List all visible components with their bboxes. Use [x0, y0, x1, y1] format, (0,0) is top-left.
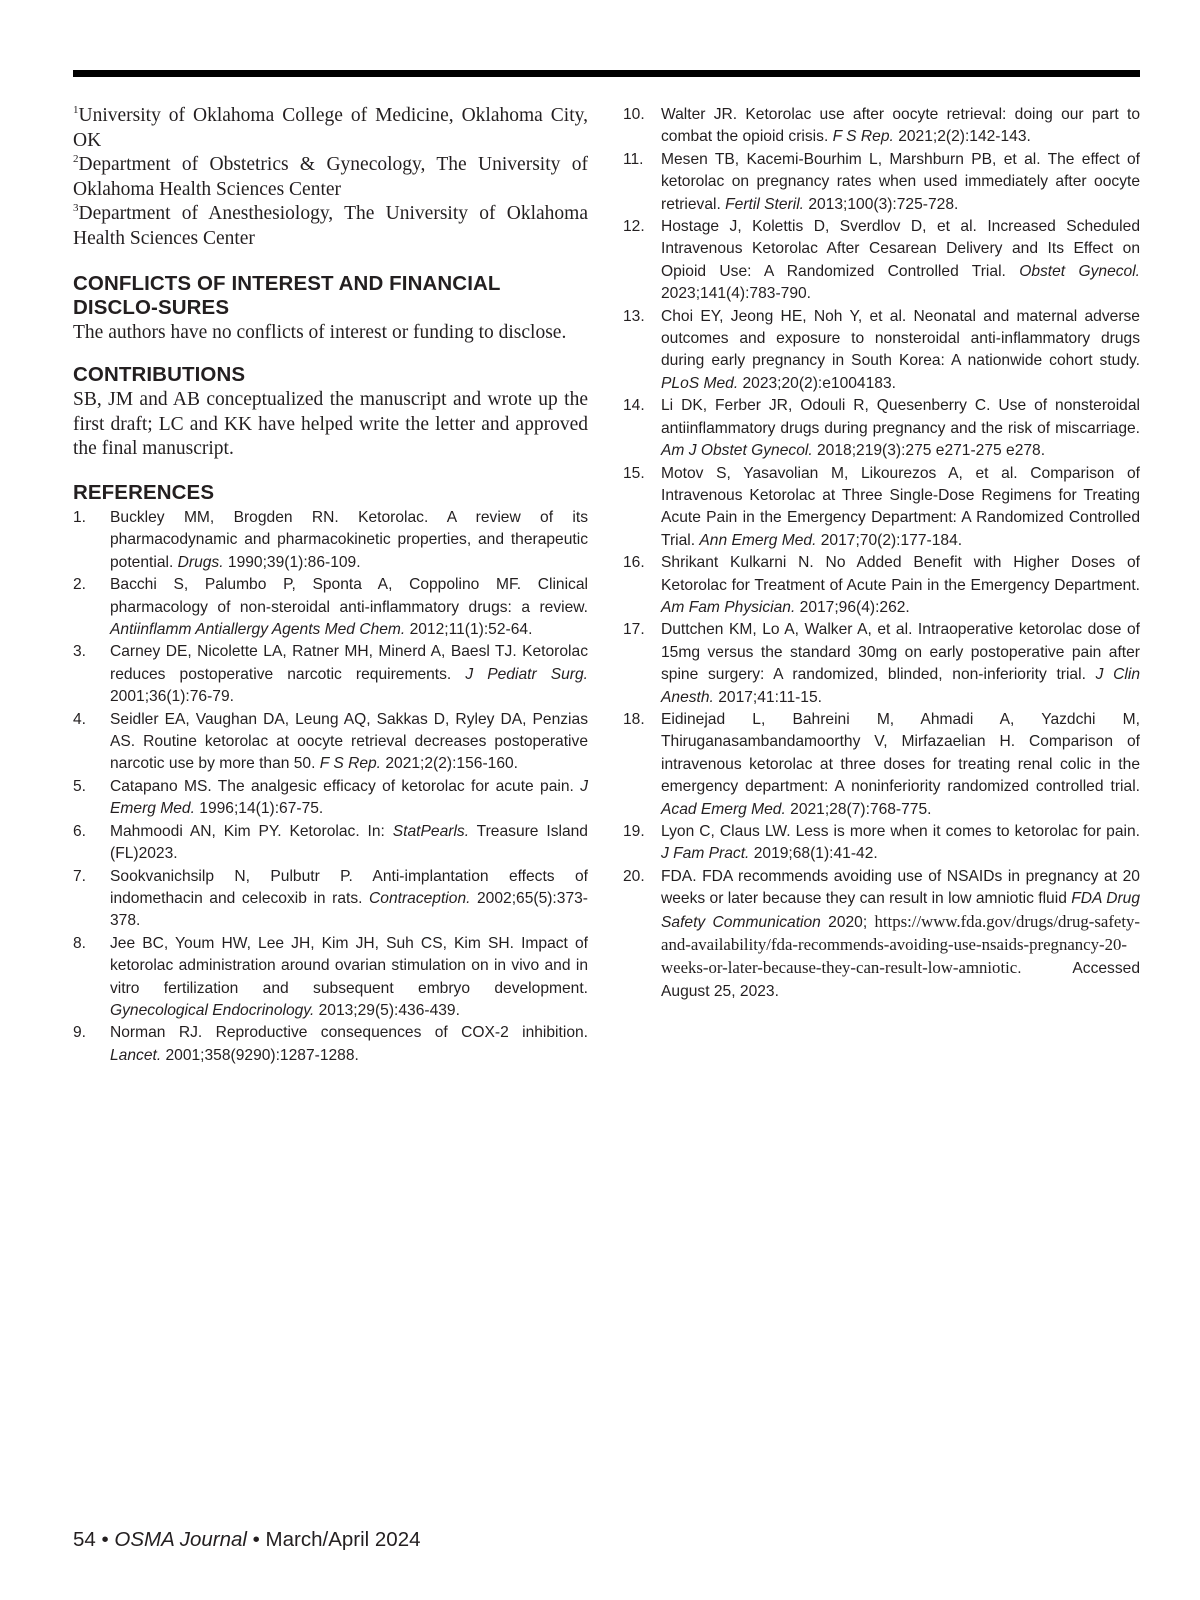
issue-date: March/April 2024	[265, 1528, 421, 1551]
reference-item	[623, 395, 1140, 462]
reference-details: 2019;68(1):41-42.	[749, 845, 878, 863]
reference-text: Carney DE, Nicolette LA, Ratner MH, Minerd A, Baesl TJ. Ketorolac reduces postoperative narcotic requirements.	[110, 643, 588, 683]
references-heading: REFERENCES	[73, 480, 215, 504]
reference-number: 10.	[623, 106, 645, 123]
reference-text: Shrikant Kulkarni N. No Added Benefit with Higher Doses of Ketorolac for Treatment of Acute Pain in the Emergency Department.	[661, 554, 1140, 594]
reference-text: Norman RJ. Reproductive consequences of COX-2 inhibition.	[110, 1024, 588, 1042]
page-footer	[73, 1528, 421, 1552]
contributions-heading: CONTRIBUTIONS	[73, 362, 246, 386]
reference-item	[623, 866, 1140, 1003]
affiliation-item	[73, 202, 588, 251]
affiliation-mark: 1	[73, 104, 79, 116]
reference-item	[73, 866, 588, 933]
reference-url: https://www.fda.gov/drugs/drug-safety-and-availability/fda-recommends-avoiding-use-nsaids-pregnancy-20-weeks-or-later-because-they-can-result-low-amniotic	[661, 911, 1141, 978]
reference-number: 4.	[73, 710, 87, 728]
reference-journal: Contraception.	[369, 889, 471, 907]
reference-text: Choi EY, Jeong HE, Noh Y, et al. Neonatal and maternal adverse outcomes and exposure to nonsteroidal anti-inflammatory drugs during early pregnancy in South Korea: A nationwide cohort study.	[661, 307, 1140, 370]
reference-details: Treasure Island (FL)2023.	[110, 822, 588, 863]
reference-details: 2021;2(2):142-143.	[893, 128, 1031, 146]
reference-journal: Fertil Steril.	[725, 195, 804, 213]
journal-name: OSMA Journal	[114, 1528, 247, 1551]
reference-number: 15.	[623, 464, 645, 482]
reference-journal: Am Fam Physician.	[661, 598, 796, 616]
reference-journal: F S Rep.	[319, 755, 382, 773]
reference-details: 2021;28(7):768-775.	[785, 800, 932, 818]
affiliations	[73, 104, 588, 251]
reference-details: 2012;11(1):52-64.	[405, 621, 533, 639]
affiliation-mark: 3	[73, 202, 79, 214]
reference-item	[623, 149, 1140, 216]
reference-journal: J Fam Pract.	[661, 845, 750, 863]
top-rule	[73, 70, 1140, 77]
affiliation-text: University of Oklahoma College of Medicine, Oklahoma City, OK	[73, 105, 588, 151]
reference-journal: J Emerg Med.	[110, 777, 588, 818]
reference-number: 18.	[623, 710, 645, 728]
reference-details: 2017;70(2):177-184.	[816, 531, 963, 549]
reference-number: 12.	[623, 218, 645, 236]
reference-text: Hostage J, Kolettis D, Sverdlov D, et al. Increased Scheduled Intravenous Ketorolac After Cesarean Delivery and Its Effect on Opioid Use: A Randomized Controlled Trial.	[661, 218, 1140, 280]
reference-details: 2021;2(2):156-160.	[381, 755, 518, 773]
reference-item	[623, 104, 1140, 149]
reference-number: 6.	[73, 822, 87, 840]
reference-text: Sookvanichsilp N, Pulbutr P. Anti-implantation effects of indomethacin and celecoxib in rats.	[110, 867, 588, 907]
reference-number: 3.	[73, 643, 87, 661]
reference-journal: Am J Obstet Gynecol.	[661, 442, 813, 460]
reference-number: 11.	[623, 150, 644, 168]
reference-item	[73, 641, 588, 708]
reference-number: 2.	[73, 576, 87, 594]
reference-details: 2002;65(5):373-378.	[110, 889, 588, 930]
reference-journal: Drugs.	[177, 553, 224, 571]
reference-number: 7.	[73, 867, 87, 885]
reference-journal: J Clin Anesth.	[661, 666, 1140, 706]
reference-item	[623, 216, 1140, 306]
reference-number: 5.	[73, 777, 87, 795]
reference-details: 2017;41:11-15.	[713, 688, 822, 706]
reference-details: 2020;	[820, 913, 875, 931]
reference-text: Walter JR. Ketorolac use after oocyte retrieval: doing our part to combat the opioid crisis.	[661, 106, 1140, 146]
reference-item	[623, 552, 1140, 619]
reference-journal: Antiinflamm Antiallergy Agents Med Chem.	[110, 621, 406, 639]
reference-text: Eidinejad L, Bahreini M, Ahmadi A, Yazdchi M, Thiruganasambandamoorthy V, Mirfazaelian H. Comparison of intravenous ketorolac at three doses for treating renal colic in the emergency department: A noninferiority randomized controlled trial.	[661, 710, 1140, 796]
references-list-right	[623, 104, 1140, 1003]
reference-item	[73, 574, 588, 641]
contributions-text: SB, JM and AB conceptualized the manuscript and wrote up the first draft; LC and KK have helped write the letter and approved the final manuscript.	[73, 389, 588, 459]
page-number: 54	[73, 1528, 96, 1551]
reference-details: 2017;96(4):262.	[795, 598, 910, 616]
reference-details: 2001;36(1):76-79.	[110, 688, 234, 706]
reference-details: 2018;219(3):275 e271-275 e278.	[812, 442, 1046, 460]
reference-item	[73, 776, 588, 821]
reference-number: 8.	[73, 934, 87, 952]
affiliation-item	[73, 104, 588, 153]
reference-item	[73, 709, 588, 776]
reference-journal: Ann Emerg Med.	[699, 531, 817, 549]
reference-journal: F S Rep.	[832, 128, 894, 146]
reference-text: Jee BC, Youm HW, Lee JH, Kim JH, Suh CS, Kim SH. Impact of ketorolac administration around ovarian stimulation on in vivo and in vitro fertilization and subsequent embryo development.	[110, 934, 588, 997]
footer-bullet: •	[252, 1528, 260, 1551]
reference-journal: Gynecological Endocrinology.	[110, 1001, 315, 1019]
reference-details: 1996;14(1):67-75.	[194, 800, 324, 818]
reference-accessed: . Accessed August 25, 2023.	[661, 960, 1140, 1000]
reference-item	[623, 619, 1140, 709]
reference-item	[73, 821, 588, 866]
reference-details: 2013;29(5):436-439.	[314, 1001, 460, 1019]
reference-text: Li DK, Ferber JR, Odouli R, Quesenberry C. Use of nonsteroidal antiinflammatory drugs during pregnancy and the risk of miscarriage.	[661, 397, 1140, 437]
reference-text: Mesen TB, Kacemi-Bourhim L, Marshburn PB, et al. The effect of ketorolac on pregnancy rates when used immediately after oocyte retrieval.	[661, 150, 1140, 213]
reference-journal: StatPearls.	[392, 822, 470, 840]
left-column	[73, 104, 588, 1067]
footer-bullet: •	[101, 1528, 109, 1551]
reference-details: 1990;39(1):86-109.	[223, 553, 361, 571]
reference-number: 16.	[623, 554, 645, 572]
reference-number: 14.	[623, 397, 645, 415]
reference-journal: FDA Drug Safety Communication	[661, 890, 1140, 931]
reference-details: 2023;20(2):e1004183.	[738, 374, 896, 392]
reference-text: Lyon C, Claus LW. Less is more when it comes to ketorolac for pain.	[661, 823, 1140, 840]
reference-details: 2001;358(9290):1287-1288.	[161, 1046, 359, 1064]
conflicts-heading: CONFLICTS OF INTEREST AND FINANCIAL DISCLO-SURES	[73, 272, 501, 319]
affiliation-mark: 2	[73, 153, 79, 165]
reference-number: 19.	[623, 823, 645, 840]
reference-journal: Obstet Gynecol.	[1019, 262, 1141, 280]
reference-text: FDA. FDA recommends avoiding use of NSAIDs in pregnancy at 20 weeks or later because they can result in low amniotic fluid	[661, 867, 1140, 908]
reference-journal: Acad Emerg Med.	[661, 800, 786, 818]
reference-number: 9.	[73, 1024, 87, 1042]
conflicts-text: The authors have no conflicts of interest or funding to disclose.	[73, 322, 567, 343]
reference-number: 20.	[623, 867, 645, 885]
reference-number: 13.	[623, 307, 645, 325]
reference-journal: PLoS Med.	[661, 374, 739, 392]
reference-text: Buckley MM, Brogden RN. Ketorolac. A review of its pharmacodynamic and pharmacokinetic properties, and therapeutic potential.	[110, 509, 588, 571]
reference-details: 2023;141(4):783-790.	[661, 285, 811, 303]
reference-details: 2013;100(3):725-728.	[804, 195, 959, 213]
reference-journal: Lancet.	[110, 1046, 162, 1064]
reference-item	[623, 306, 1140, 396]
reference-text: Bacchi S, Palumbo P, Sponta A, Coppolino MF. Clinical pharmacology of non-steroidal anti-inflammatory drugs: a review.	[110, 576, 588, 616]
reference-item	[73, 1022, 588, 1067]
reference-text: Duttchen KM, Lo A, Walker A, et al. Intraoperative ketorolac dose of 15mg versus the standard 30mg on early postoperative pain after spine surgery: A randomized, blinded, non-inferiority trial.	[661, 621, 1140, 684]
reference-item	[73, 507, 588, 574]
reference-item	[623, 821, 1140, 866]
affiliation-text: Department of Obstetrics & Gynecology, The University of Oklahoma Health Sciences Center	[73, 154, 588, 200]
reference-item	[73, 933, 588, 1023]
reference-text: Catapano MS. The analgesic efficacy of ketorolac for acute pain.	[110, 777, 581, 795]
reference-number: 17.	[623, 621, 645, 639]
affiliation-text: Department of Anesthesiology, The University of Oklahoma Health Sciences Center	[73, 203, 588, 249]
reference-number: 1.	[73, 509, 87, 526]
reference-journal: J Pediatr Surg.	[465, 665, 588, 683]
references-list-left	[73, 507, 588, 1067]
right-column	[623, 104, 1140, 1003]
reference-item	[623, 463, 1140, 553]
reference-text: Seidler EA, Vaughan DA, Leung AQ, Sakkas D, Ryley DA, Penzias AS. Routine ketorolac at oocyte retrieval decreases postoperative narcotic use by more than 50.	[110, 710, 588, 773]
reference-item	[623, 709, 1140, 821]
affiliation-item	[73, 153, 588, 202]
reference-text: Mahmoodi AN, Kim PY. Ketorolac. In:	[110, 822, 393, 840]
reference-text: Motov S, Yasavolian M, Likourezos A, et al. Comparison of Intravenous Ketorolac at Three Single-Dose Regimens for Treating Acute Pain in the Emergency Department: A Randomized Controlled Trial.	[661, 464, 1140, 549]
